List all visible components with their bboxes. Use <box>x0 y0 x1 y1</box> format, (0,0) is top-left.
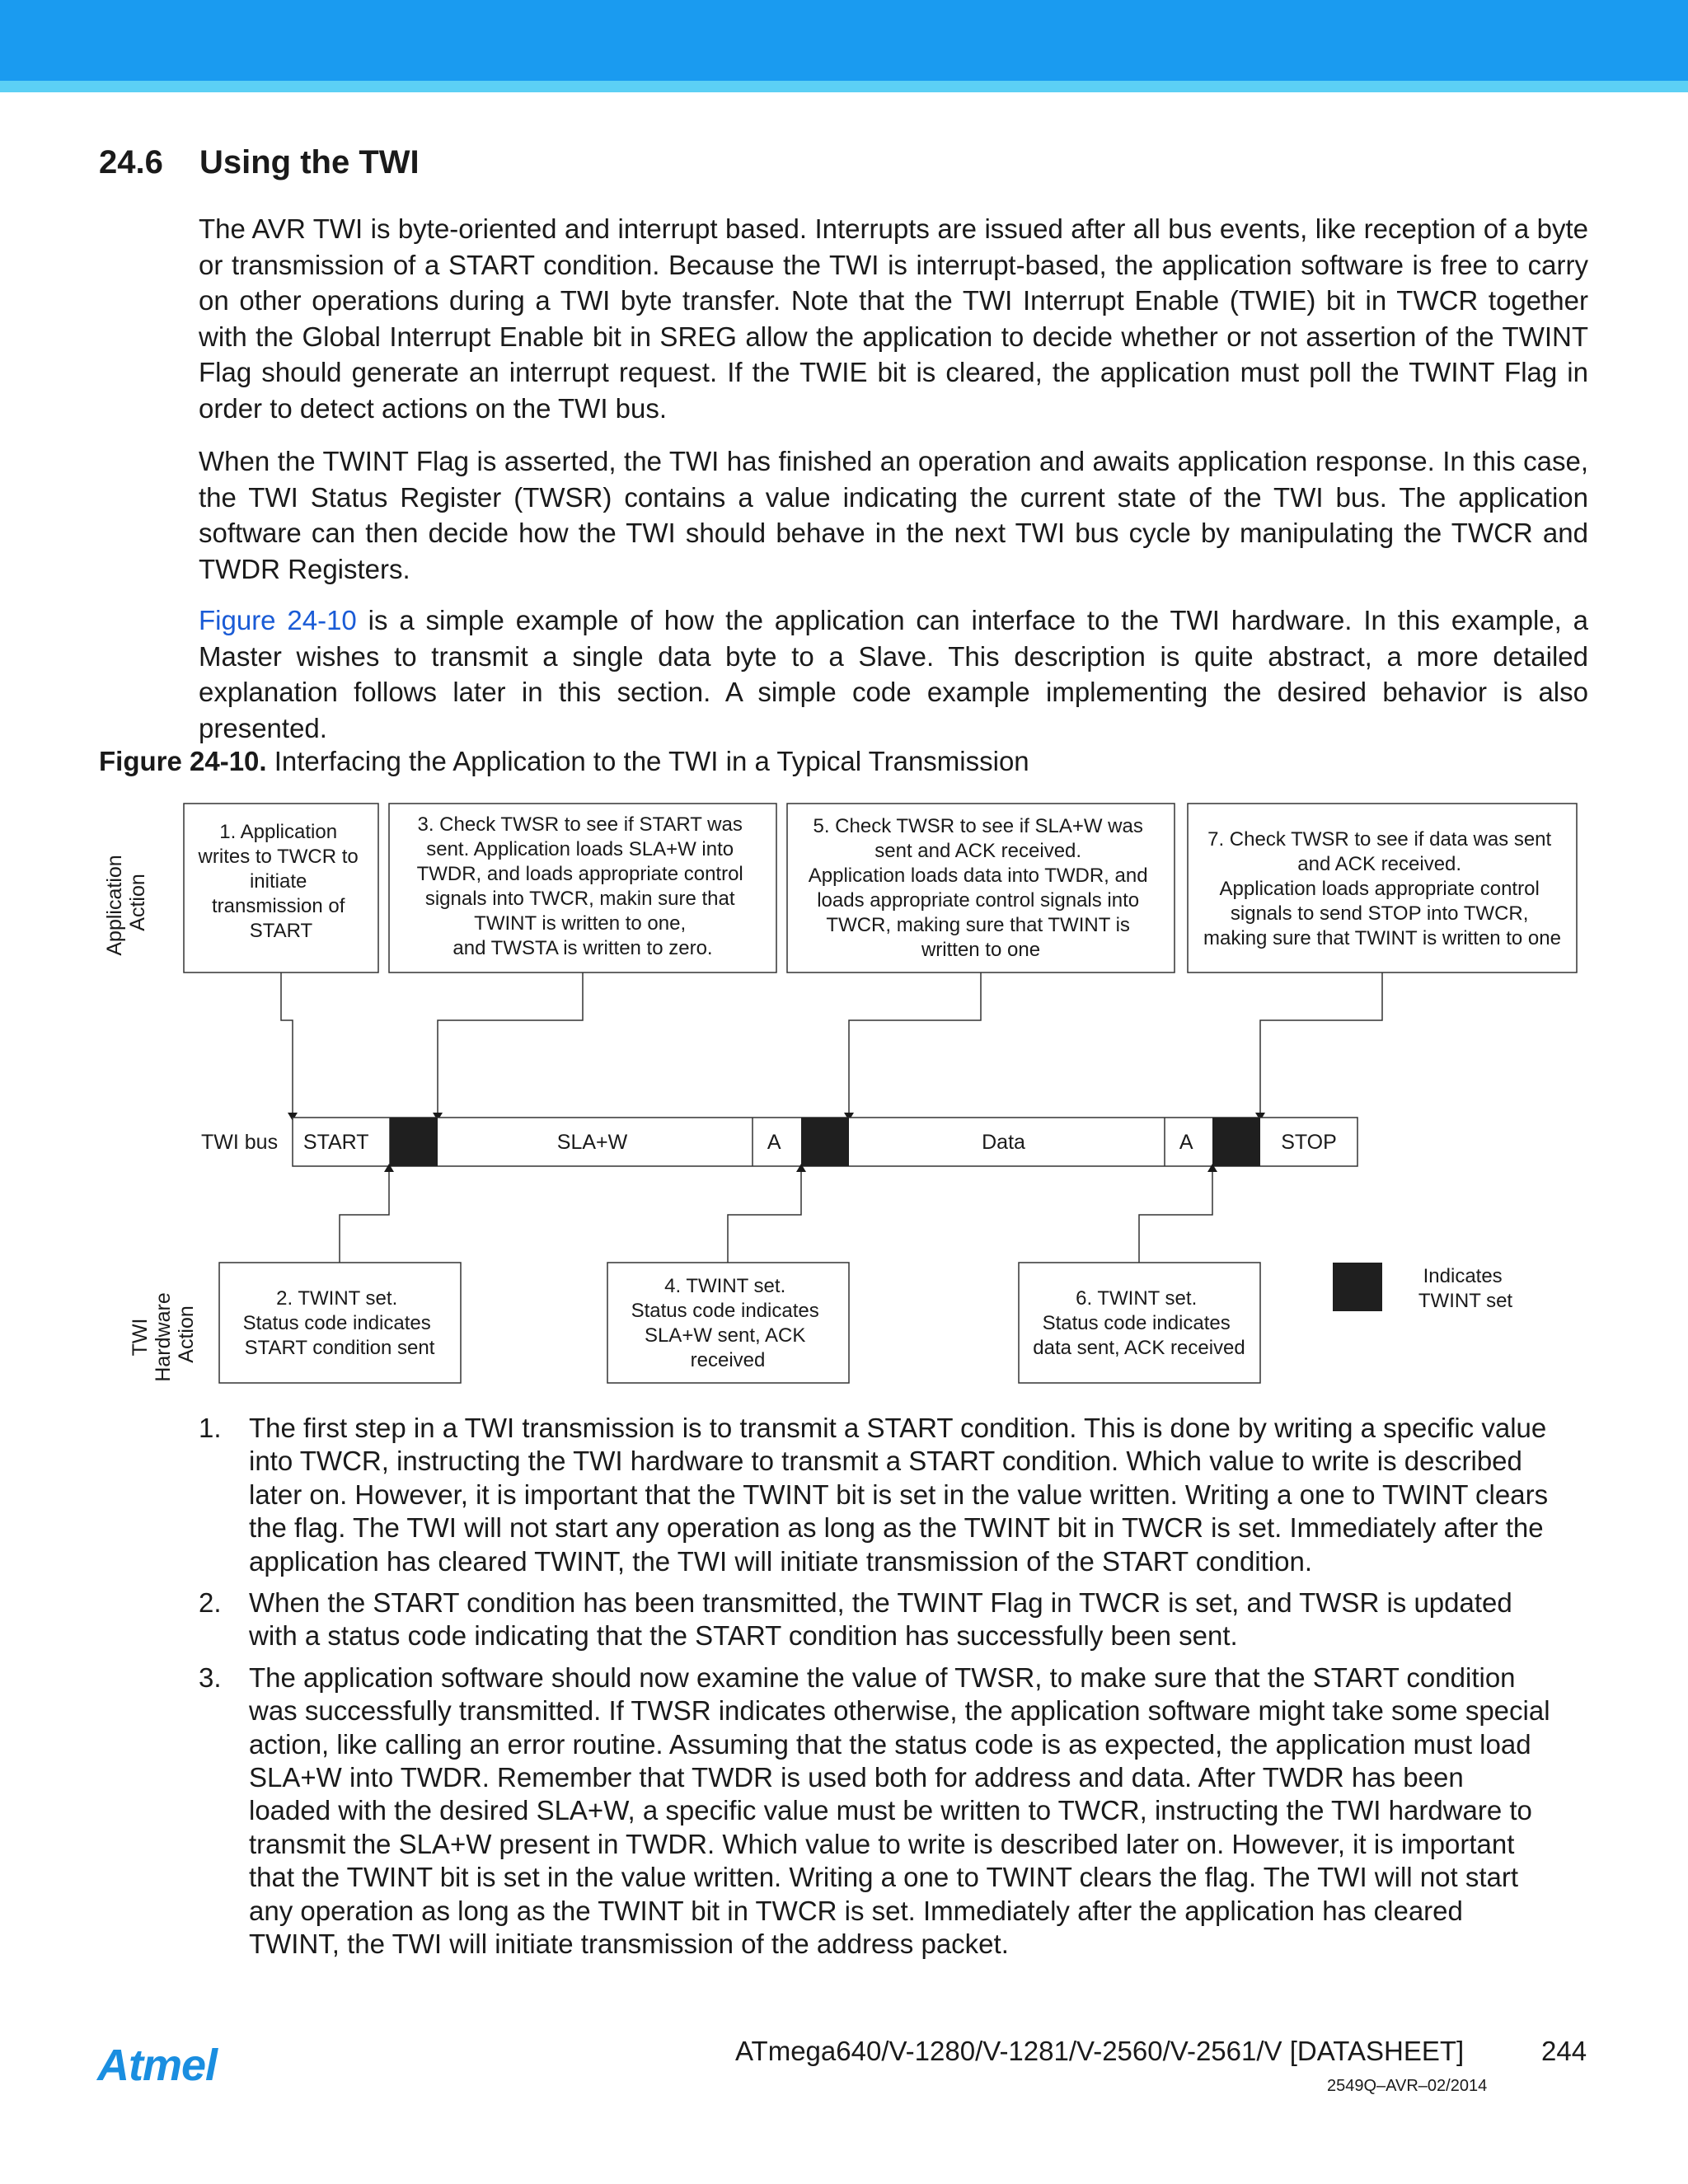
list-item <box>199 1661 1550 1961</box>
paragraph-3 <box>199 602 1588 746</box>
section-heading <box>99 144 420 181</box>
twi-bus <box>293 1118 1357 1166</box>
bus-data: Data <box>982 1131 1025 1154</box>
section-number: 24.6 <box>99 144 163 180</box>
arrow-hw-4 <box>728 1168 801 1263</box>
svg-text:5. Check TWSR to see if SLA+W: 5. Check TWSR to see if SLA+W was sent and ACK received. Application loads data into TWDR, and loads appropriate control signals into TWCR, making sure that TWINT is written to one <box>808 815 1148 961</box>
bus-sla-w: SLA+W <box>556 1131 628 1154</box>
arrow-hw-6 <box>1139 1168 1212 1263</box>
svg-text:2. TWINT set. Status cod: 2. TWINT set. Status code indicates START condition sent <box>242 1287 435 1359</box>
app-box-5 <box>787 804 1175 972</box>
row-label-hardware: TWI Hardware Action <box>129 1292 198 1382</box>
app-box-7 <box>1188 804 1577 972</box>
twint-block-3 <box>1212 1118 1260 1166</box>
bus-stop: STOP <box>1281 1131 1337 1154</box>
bus-label: TWI bus <box>201 1131 279 1154</box>
paragraph-2: When the TWINT Flag is asserted, the TWI has finished an operation and awaits application response. In this case, the TWI Status Register (TWSR) contains a value indicating the current state of the TWI bus. The application software can then decide how the TWI should behave in the next TWI bus cycle by manipulating the TWCR and TWDR Registers. <box>199 446 1588 584</box>
bus-ack-2: A <box>1179 1131 1193 1154</box>
header-bar <box>0 0 1688 81</box>
hw-arrows <box>340 1168 1212 1263</box>
svg-text:3. Check TWSR to see if START: 3. Check TWSR to see if START was sent. Application loads SLA+W into TWDR, and loads appropriate control signals into TWCR, makin sure that TWINT is written to one, and TWSTA is written to zero. <box>416 813 743 959</box>
step-text: The application software should now examine the value of TWSR, to make sure that the START condition was successfully transmitted. If TWSR indicates otherwise, the application software might take some special action, like calling an error routine. Assuming that the status code is as expected, the application must load SLA+W into TWDR. Remember that TWDR is used both for address and data. After TWDR has been loaded with the desired SLA+W, a specific value must be written to TWCR, instructing the TWI hardware to transmit the SLA+W present in TWDR. Which value to write is described later on. However, it is important that the TWINT bit is set in the value written. Writing a one to TWINT clears the flag. The TWI will not start any operation as long as the TWINT bit in TWCR is set. Immediately after the application has cleared TWINT, the TWI will initiate transmission of the address packet. <box>249 1661 1550 1960</box>
hw-box-2 <box>219 1263 461 1383</box>
steps-list <box>199 1412 1550 1970</box>
row-label-application: Application Action <box>103 855 149 956</box>
arrow-app-1 <box>281 972 293 1117</box>
figure-caption <box>99 746 1029 777</box>
app-arrows <box>281 972 1382 1117</box>
step-text: When the START condition has been transmitted, the TWINT Flag in TWCR is set, and TWSR is updated with a status code indicating that the START condition has successfully been sent. <box>249 1587 1512 1652</box>
footer-document-title: ATmega640/V-1280/V-1281/V-2560/V-2561/V [DATASHEET] <box>735 2036 1465 2066</box>
atmel-logo: Atmel <box>97 2041 218 2090</box>
figure-link[interactable]: Figure 24-10 <box>199 605 357 635</box>
arrow-app-5 <box>849 972 981 1117</box>
arrow-hw-2 <box>340 1168 389 1263</box>
step-number: 3. <box>199 1661 222 1693</box>
svg-text:1. Application writes to: 1. Application writes to TWCR to initiate transmission of START <box>198 821 359 942</box>
step-number: 2. <box>199 1587 222 1619</box>
bus-ack-1: A <box>767 1131 781 1154</box>
svg-text:6. TWINT set. Status cod: 6. TWINT set. Status code indicates data sent, ACK received <box>1033 1287 1245 1359</box>
list-item <box>199 1412 1550 1578</box>
app-box-3 <box>389 804 776 972</box>
bus-start: START <box>302 1131 369 1154</box>
hw-box-6 <box>1019 1263 1260 1383</box>
svg-text:Indicates TWINT set: Indicates TWINT set <box>1418 1265 1513 1312</box>
twint-block-2 <box>801 1118 849 1166</box>
twint-block-1 <box>390 1118 438 1166</box>
section-title: Using the TWI <box>199 144 420 180</box>
arrow-app-7 <box>1260 972 1382 1117</box>
figure-label: Figure 24-10. <box>99 746 267 776</box>
arrow-app-3 <box>438 972 583 1117</box>
step-number: 1. <box>199 1413 222 1443</box>
legend <box>1333 1263 1512 1312</box>
header-stripe <box>0 81 1688 92</box>
paragraph-3-text: is a simple example of how the application can interface to the TWI hardware. In this example, a Master wishes to transmit a single data byte to a Slave. This description is quite abstract, a more detailed explanation follows later in this section. A simple code example implementing the desired behavior is also presented. <box>199 605 1588 743</box>
svg-text:7. Check TWSR to see if data w: 7. Check TWSR to see if data was sent and ACK received. Application loads appropriate control signals to send STOP into TWCR, making sure that TWINT is written to one <box>1203 828 1561 949</box>
list-item <box>199 1586 1550 1653</box>
app-box-1 <box>184 804 378 972</box>
paragraph-1: The AVR TWI is byte-oriented and interrupt based. Interrupts are issued after all bus events, like reception of a byte or transmission of a START condition. Because the TWI is interrupt-based, the application software is free to carry on other operations during a TWI byte transfer. Note that the TWI Interrupt Enable (TWIE) bit in TWCR together with the Global Interrupt Enable bit in SREG allow the application to decide whether or not assertion of the TWINT Flag should generate an interrupt request. If the TWIE bit is cleared, the application must poll the TWINT Flag in order to detect actions on the TWI bus. <box>199 213 1588 424</box>
page-number: 244 <box>1541 2036 1587 2066</box>
svg-text:4. TWINT set. Status cod: 4. TWINT set. Status code indicates SLA+W sent, ACK received <box>631 1275 819 1371</box>
document-code: 2549Q–AVR–02/2014 <box>1327 2077 1488 2095</box>
hw-box-4 <box>607 1263 849 1383</box>
step-text: The first step in a TWI transmission is to transmit a START condition. This is done by writing a specific value into TWCR, instructing the TWI hardware to transmit a START condition. Which value to write is described later on. However, it is important that the TWINT bit is set in the value written. Writing a one to TWINT clears the flag. The TWI will not start any operation as long as the TWINT bit in TWCR is set. Immediately after the application has cleared TWINT, the TWI will initiate transmission of the START condition. <box>249 1413 1549 1577</box>
figure-title: Interfacing the Application to the TWI in a Typical Transmission <box>266 746 1029 776</box>
legend-swatch <box>1333 1263 1382 1311</box>
twi-transmission-diagram <box>0 791 1688 1393</box>
